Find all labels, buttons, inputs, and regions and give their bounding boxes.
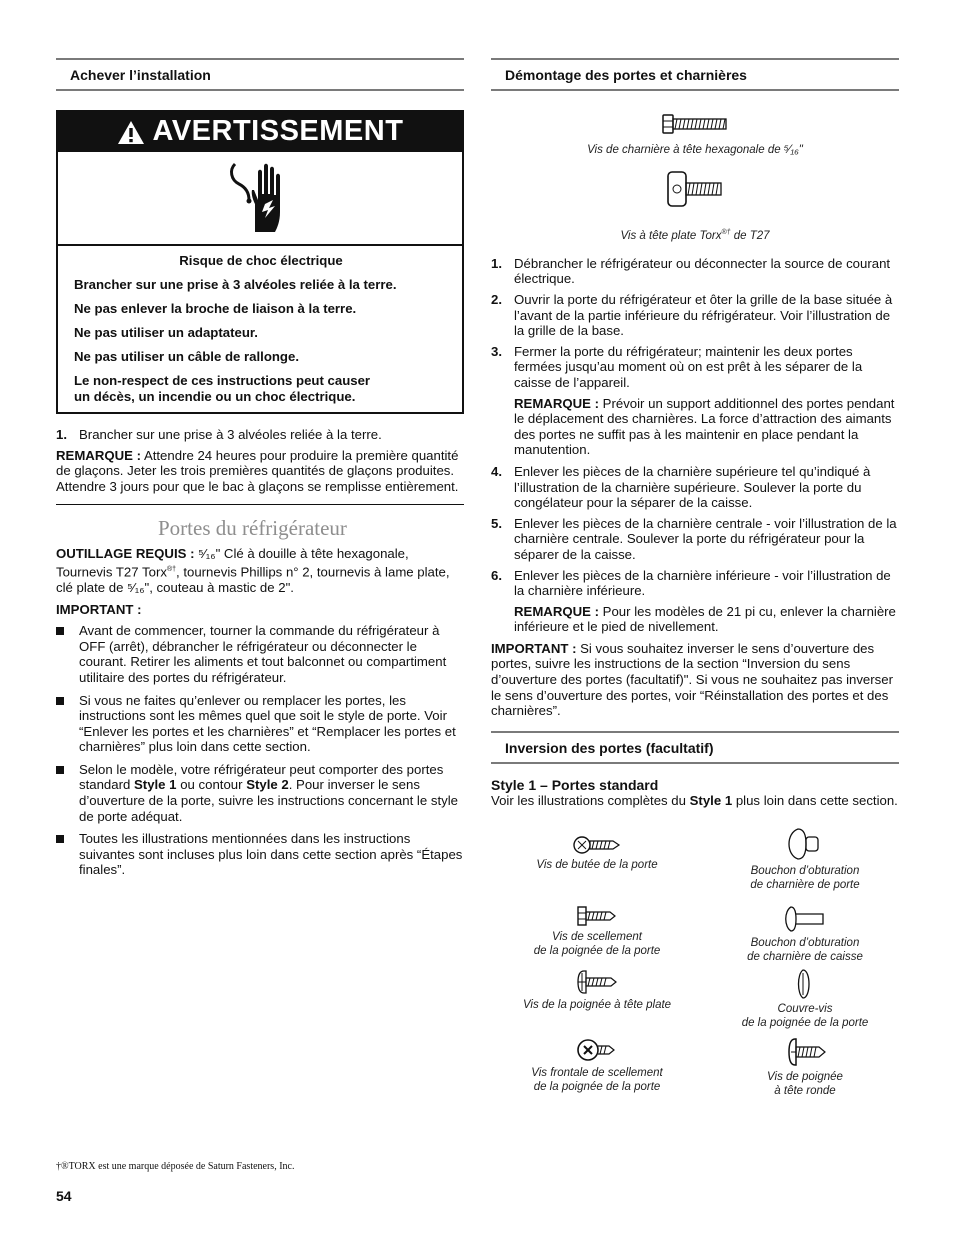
tools-required xyxy=(56,546,464,595)
style-1-title: Style 1 – Portes standard xyxy=(491,776,659,793)
remarque-label: REMARQUE : xyxy=(56,447,141,463)
step-1-left xyxy=(56,427,464,443)
fastener-caption: Couvre-vis de la poignée de la porte xyxy=(741,1003,869,1030)
step-3: 3. Fermer la porte du réfrigérateur; maintenir les deux portes fermées jusqu’au moment où on est prêt à les séparer de la caisse de l’appareil. xyxy=(491,343,863,390)
warning-title: AVERTISSEMENT xyxy=(152,115,404,148)
bullet-text: Selon le modèle, votre réfrigérateur peut comporter des portes standard Style 1 ou contour Style 2. Pour inverser le sens d’ouverture de la porte, suivre les instructions concernant le style de porte adéquat. xyxy=(79,761,458,824)
bullet-text: Avant de commencer, tourner la commande du réfrigérateur à OFF (arrêt), débrancher le réfrigérateur ou déconnecter le courant. Retirer les aliments et tout balconnet ou compartiment utilitaire des portes du réfrigérateur. xyxy=(79,623,447,685)
step-4: 4. Enlever les pièces de la charnière supérieure tel qu’indiqué à l’illustration de la charnière supérieure. Soulever la porte du congélateur pour la séparer de la caisse. xyxy=(491,463,871,511)
warning-box xyxy=(56,110,464,414)
style-1-text: Voir les illustrations complètes du Style 1 plus loin dans cette section. xyxy=(491,793,898,809)
fastener-front-seal-screw xyxy=(497,1037,697,1094)
tools-text-1: ⁵⁄₁₆" Clé à douille à tête hexagonale, Tournevis T27 Torx xyxy=(56,546,409,580)
footnote: †®TORX est une marque déposée de Saturn Fasteners, Inc. xyxy=(56,1161,295,1172)
warning-triangle-icon xyxy=(117,120,145,145)
hex-screw-figure xyxy=(491,113,899,157)
torx-flat-head-screw-icon xyxy=(667,171,723,207)
warning-line-4: Ne pas utiliser un câble de rallonge. xyxy=(74,349,299,364)
bullet-item-4 xyxy=(56,831,464,878)
warning-icon-area xyxy=(58,152,462,246)
handle-screw-cover-icon xyxy=(795,969,815,999)
door-hinge-plug-icon xyxy=(788,827,822,861)
step-number: 1. xyxy=(56,427,67,442)
fastener-caption: Vis frontale de scellement de la poignée de la porte xyxy=(531,1067,663,1094)
bullet-item-3 xyxy=(56,762,464,824)
fastener-caption: Bouchon d’obturation de charnière de caisse xyxy=(747,937,863,964)
handle-seal-screw-icon xyxy=(577,905,617,927)
round-head-handle-screw-icon xyxy=(783,1037,827,1067)
section-heading-inversion: Inversion des portes (facultatif) xyxy=(491,731,899,764)
consequence-line-2: un décès, un incendie ou un choc électrique. xyxy=(74,389,356,404)
bullet-item-2 xyxy=(56,693,464,755)
fasteners-grid xyxy=(491,827,899,1117)
left-column xyxy=(56,58,464,885)
doors-title: Portes du réfrigérateur xyxy=(158,516,347,541)
fastener-door-stop-screw xyxy=(497,835,697,872)
bullet-item-1 xyxy=(56,623,464,685)
section-divider xyxy=(56,504,464,505)
hex-screw-caption: Vis de charnière à tête hexagonale de ⁵⁄₁₆" xyxy=(587,144,803,156)
torx-sup: ®† xyxy=(166,565,176,573)
consequence-line-1: Le non-respect de ces instructions peut causer xyxy=(74,373,371,388)
warning-risk: Risque de choc électrique xyxy=(179,253,343,268)
fastener-handle-screw-cover xyxy=(705,969,905,1030)
fastener-door-hinge-plug xyxy=(705,827,905,892)
hex-head-screw-icon xyxy=(662,113,728,135)
warning-line-3: Ne pas utiliser un adaptateur. xyxy=(74,325,258,340)
step-6: 6. Enlever les pièces de la charnière inférieure - voir l’illustration de la charnière inférieure. xyxy=(491,567,891,599)
tools-text-2: , tournevis Phillips n° 2, tournevis à lame plate, clé plate de ⁵⁄₁₆", couteau à mastic de 2". xyxy=(56,564,450,595)
fastener-caption: Vis de butée de la porte xyxy=(536,859,658,872)
fastener-caption: Vis de poignée à tête ronde xyxy=(767,1071,843,1098)
electric-shock-hand-icon xyxy=(227,160,293,236)
section-heading-achever: Achever l’installation xyxy=(56,58,464,91)
important-heading xyxy=(56,602,464,618)
important-label: IMPORTANT : xyxy=(56,601,142,617)
fastener-cabinet-hinge-plug xyxy=(705,905,905,964)
warning-text xyxy=(58,246,462,412)
fastener-caption: Bouchon d’obturation de charnière de porte xyxy=(750,865,860,892)
remarque-text: Attendre 24 heures pour produire la première quantité de glaçons. Jeter les trois premières quantités de glaçons produites. Attendre 3 jours pour que le bac à glaçons se remplisse entièrement. xyxy=(56,447,459,494)
step-1: 1. Débrancher le réfrigérateur ou déconnecter la source de courant électrique. xyxy=(491,255,891,287)
fastener-round-head-handle-screw xyxy=(705,1037,905,1098)
step-text: Brancher sur une prise à 3 alvéoles reliée à la terre. xyxy=(79,427,382,442)
section-heading-demontage: Démontage des portes et charnières xyxy=(491,58,899,91)
tools-label: OUTILLAGE REQUIS : xyxy=(56,546,195,562)
door-stop-screw-icon xyxy=(573,835,621,855)
fastener-caption: Vis de la poignée à tête plate xyxy=(522,999,672,1012)
square-bullet-icon xyxy=(56,835,64,843)
step-2: 2. Ouvrir la porte du réfrigérateur et ôter la grille de la base située à l’avant de la partie inférieure du réfrigérateur. Voir l’illustration de la grille de la base. xyxy=(491,292,893,339)
bullet-text: Si vous ne faites qu’enlever ou remplacer les portes, les instructions sont les mêmes quel que soit le style de porte. Voir “Enlever les portes et les charnières” et “Remplacer les portes et charnières” plus loin dans cette section. xyxy=(79,692,456,755)
torx-screw-caption: Vis à tête plate Torx®† de T27 xyxy=(620,229,770,242)
page-number: 54 xyxy=(56,1188,72,1204)
cabinet-hinge-plug-icon xyxy=(783,905,827,933)
step-5: 5. Enlever les pièces de la charnière centrale - voir l’illustration de la charnière centrale. Soulever la porte du réfrigérateur pour la séparer de la caisse. xyxy=(491,515,897,562)
remarque-glacons xyxy=(56,448,464,495)
front-seal-screw-icon xyxy=(577,1037,617,1063)
warning-line-2: Ne pas enlever la broche de liaison à la terre. xyxy=(74,301,357,316)
warning-line-1: Brancher sur une prise à 3 alvéoles reliée à la terre. xyxy=(74,277,397,292)
fastener-flat-head-handle-screw xyxy=(497,969,697,1012)
square-bullet-icon xyxy=(56,697,64,705)
remarque-step-6: REMARQUE : Pour les modèles de 21 pi cu, enlever la charnière inférieure et le pied de nivellement. xyxy=(514,603,896,635)
torx-screw-figure xyxy=(491,171,899,243)
bullet-text: Toutes les illustrations mentionnées dans les instructions suivantes sont incluses plus loin dans cette section après “Étapes finales”. xyxy=(79,831,463,878)
remarque-step-3: REMARQUE : Prévoir un support additionnel des portes pendant le déplacement des charnières. La force d’attraction des aimants des portes ne suffit pas à les maintenir en place pendant la manutention. xyxy=(514,395,895,458)
right-column xyxy=(491,58,899,1117)
warning-title-bar xyxy=(58,112,462,152)
flat-head-handle-screw-icon xyxy=(575,969,619,995)
fastener-door-handle-seal-screw xyxy=(497,905,697,958)
warning-consequence xyxy=(74,373,448,405)
important-reverse: IMPORTANT : Si vous souhaitez inverser le sens d’ouverture des portes, suivre les instructions de la section “Inversion du sens d’ouverture des portes (facultatif)". Si vous ne souhaitez pas inverser le sens d’ouverture des portes, voir “Réinstallation des portes et des charnières”. xyxy=(491,640,893,719)
fastener-caption: Vis de scellement de la poignée de la porte xyxy=(533,931,661,958)
square-bullet-icon xyxy=(56,766,64,774)
square-bullet-icon xyxy=(56,627,64,635)
removal-steps xyxy=(491,256,899,635)
